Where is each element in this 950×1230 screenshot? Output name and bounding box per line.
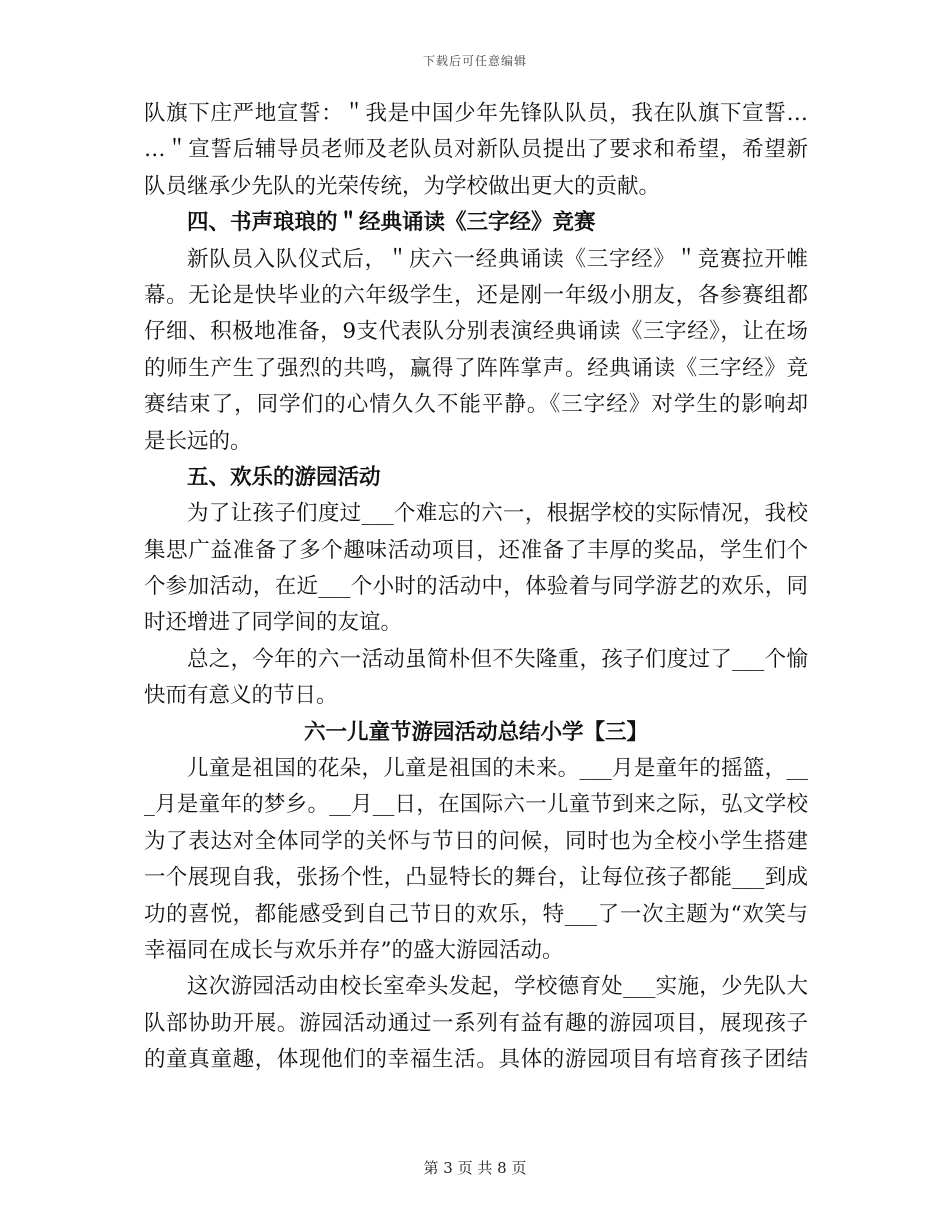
page-number: 第 3 页 共 8 页: [423, 1159, 527, 1177]
text-line: 队部协助开展。游园活动通过一系列有益有趣的游园项目，展现孩子: [144, 1010, 808, 1036]
text-line: 时还增进了同学间的友谊。: [144, 610, 403, 636]
text-line: _月是童年的梦乡。__月__日，在国际六一儿童节到来之际，弘文学校: [144, 792, 808, 818]
text-line: 幕。无论是快毕业的六年级学生，还是刚一年级小朋友，各参赛组都: [144, 282, 808, 308]
text-line: 儿童是祖国的花朵，儿童是祖国的未来。___月是童年的摇篮，__: [187, 756, 808, 782]
text-line: 赛结束了，同学们的心情久久不能平静。《三字经》对学生的影响却: [144, 392, 808, 418]
section-heading: 四、书声琅琅的＂经典诵读《三字经》竞赛: [187, 210, 596, 236]
text-line: 仔细、积极地准备，9支代表队分别表演经典诵读《三字经》，让在场: [144, 319, 808, 345]
text-line: …＂宣誓后辅导员老师及老队员对新队员提出了要求和希望，希望新: [144, 137, 808, 163]
text-line: 为了表达对全体同学的关怀与节日的问候，同时也为全校小学生搭建: [144, 828, 808, 854]
text-line: 为了让孩子们度过___个难忘的六一，根据学校的实际情况，我校: [187, 501, 808, 527]
text-line: 新队员入队仪式后，＂庆六一经典诵读《三字经》＂竞赛拉开帷: [187, 246, 808, 272]
text-line: 是长远的。: [144, 428, 252, 454]
text-line: 一个展现自我，张扬个性，凸显特长的舞台，让每位孩子都能___到成: [144, 865, 808, 891]
text-line: 集思广益准备了多个趣味活动项目，还准备了丰厚的奖品，学生们个: [144, 537, 808, 563]
text-line: 这次游园活动由校长室牵头发起，学校德育处___实施，少先队大: [187, 974, 808, 1000]
text-line: 的师生产生了强烈的共鸣，赢得了阵阵掌声。经典诵读《三字经》竞: [144, 355, 808, 381]
text-line: 总之，今年的六一活动虽简朴但不失隆重，孩子们度过了___个愉: [187, 646, 808, 672]
text-line: 幸福同在成长与欢乐并存”的盛大游园活动。: [144, 937, 564, 963]
text-line: 队旗下庄严地宣誓：＂我是中国少年先锋队队员，我在队旗下宣誓…: [144, 101, 808, 126]
article-title: 六一儿童节游园活动总结小学【三】: [303, 719, 648, 745]
document-body: [144, 96, 808, 1079]
page-header-note: 下载后可任意编辑: [422, 54, 527, 68]
text-line: 快而有意义的节日。: [144, 683, 338, 709]
text-line: 队员继承少先队的光荣传统，为学校做出更大的贡献。: [144, 173, 661, 199]
text-line: 的童真童趣，体现他们的幸福生活。具体的游园项目有培育孩子团结: [144, 1047, 808, 1073]
text-line: 功的喜悦，都能感受到自己节日的欢乐，特___了一次主题为“欢笑与: [144, 901, 808, 927]
text-line: 个参加活动，在近___个小时的活动中，体验着与同学游艺的欢乐，同: [144, 574, 808, 600]
section-heading: 五、欢乐的游园活动: [187, 464, 381, 490]
